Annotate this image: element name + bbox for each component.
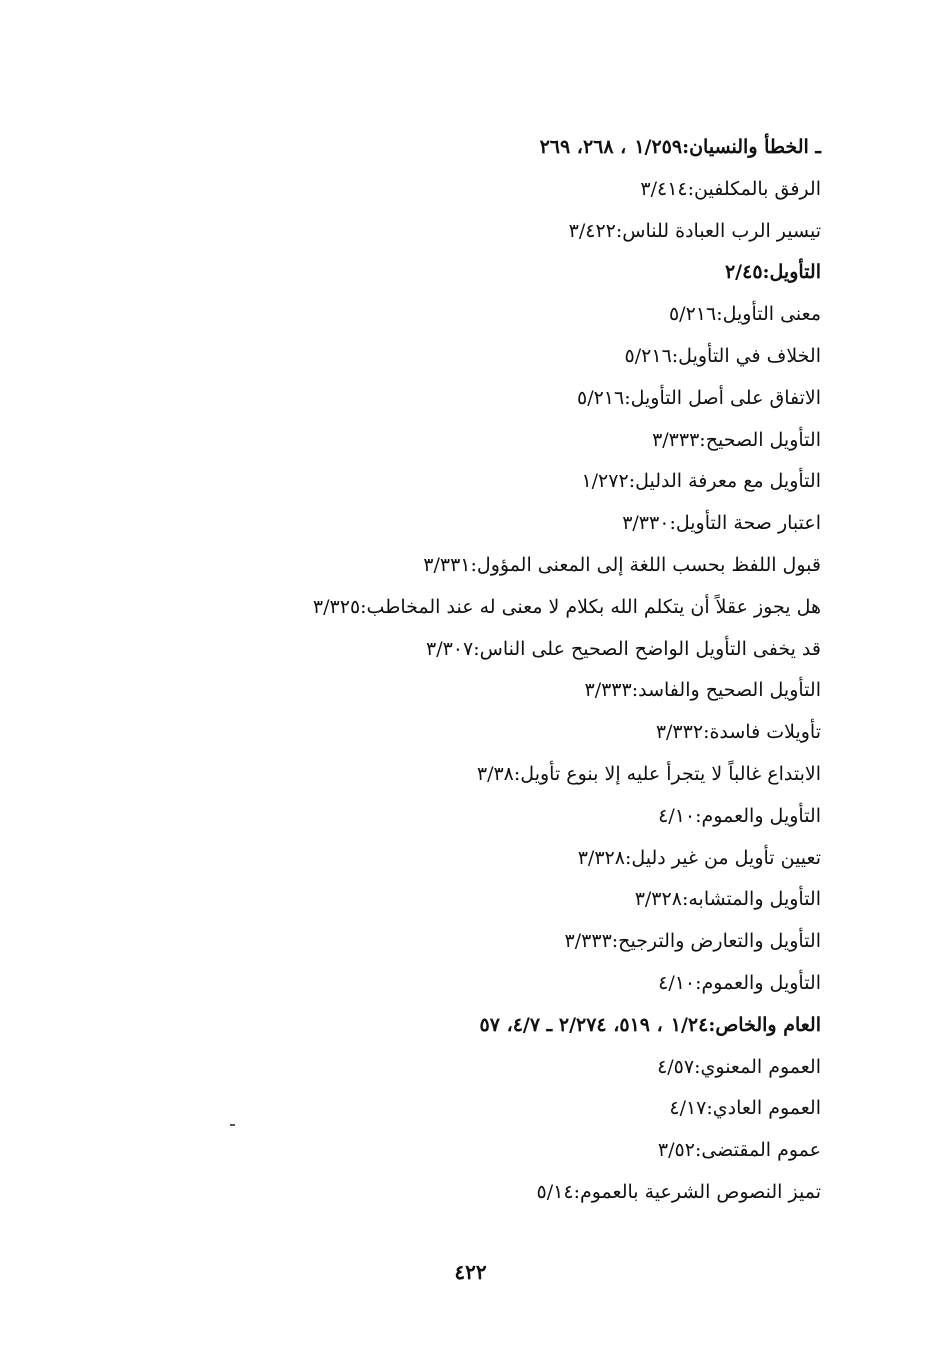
entry-page-refs: ٤/١٠ bbox=[658, 804, 696, 827]
index-entry bbox=[101, 1088, 821, 1130]
entry-page-refs: ٣/٤١٤ bbox=[640, 177, 688, 200]
entry-page-refs: ٣/٣٣٠ bbox=[622, 512, 670, 535]
entry-page-refs: ٥/١٤ bbox=[536, 1180, 574, 1203]
entry-page-refs: ٣/٣٨ bbox=[476, 762, 514, 785]
entry-page-refs: ٣/٣٠٧ bbox=[426, 637, 474, 660]
entry-term: عموم المقتضى: bbox=[694, 1139, 821, 1162]
entry-term: ـ الخطأ والنسيان: bbox=[682, 136, 821, 158]
index-entry bbox=[101, 1005, 821, 1047]
entry-spacer bbox=[529, 1181, 537, 1203]
index-entry bbox=[101, 545, 821, 587]
entry-spacer bbox=[644, 429, 652, 451]
index-entry bbox=[101, 712, 821, 754]
entry-spacer bbox=[649, 1056, 657, 1078]
entry-page-refs: ٤/٥٧ bbox=[657, 1055, 695, 1078]
entry-term: قد يخفى التأويل الواضح الصحيح على الناس: bbox=[473, 637, 821, 660]
entry-term: التأويل والعموم: bbox=[695, 971, 821, 994]
entry-term: العموم المعنوي: bbox=[694, 1055, 821, 1078]
entry-term: التأويل والمتشابه: bbox=[681, 888, 821, 911]
index-entry bbox=[101, 503, 821, 545]
index-entry bbox=[101, 1047, 821, 1089]
entry-page-refs: ٣/٣٣٣ bbox=[564, 930, 612, 953]
entry-spacer bbox=[469, 763, 477, 785]
index-entries-list bbox=[101, 127, 821, 1214]
entry-term: التأويل والتعارض والترجيح: bbox=[611, 930, 821, 953]
entry-page-refs: ٤/١٠ bbox=[658, 971, 696, 994]
entry-page-refs: ١/٢٤، ٥١٩، ٢/٢٧٤ ـ ٤/٧، ٥٧ bbox=[479, 1013, 709, 1036]
index-entry bbox=[101, 754, 821, 796]
entry-term: اعتبار صحة التأويل: bbox=[669, 512, 821, 535]
index-entry bbox=[101, 838, 821, 880]
index-entry bbox=[101, 211, 821, 253]
entry-page-refs: ١/٢٥٩، ٢٦٨، ٢٦٩ bbox=[539, 136, 683, 158]
entry-spacer bbox=[661, 303, 669, 325]
index-entry bbox=[101, 963, 821, 1005]
entry-spacer bbox=[569, 387, 577, 409]
entry-spacer bbox=[650, 1139, 658, 1161]
entry-page-refs: ٣/٥٢ bbox=[657, 1139, 695, 1162]
entry-spacer bbox=[627, 888, 635, 910]
entry-term: التأويل والعموم: bbox=[695, 804, 821, 827]
index-entry bbox=[101, 921, 821, 963]
index-entry bbox=[101, 127, 821, 169]
index-entry bbox=[101, 796, 821, 838]
entry-page-refs: ١/٢٧٢ bbox=[581, 470, 629, 493]
entry-term: التأويل مع معرفة الدليل: bbox=[628, 470, 821, 493]
index-entry bbox=[101, 169, 821, 211]
entry-term: التأويل الصحيح: bbox=[699, 428, 821, 451]
entry-term: هل يجوز عقلاً أن يتكلم الله بكلام لا معنى له عند المخاطب: bbox=[360, 595, 821, 618]
entry-page-refs: ٣/٣٣٣ bbox=[652, 428, 700, 451]
entry-spacer bbox=[717, 261, 725, 283]
entry-page-refs: ٣/٤٢٢ bbox=[568, 219, 616, 242]
index-entry bbox=[101, 336, 821, 378]
entry-term: تيسير الرب العبادة للناس: bbox=[615, 219, 821, 242]
entry-spacer bbox=[557, 930, 565, 952]
entry-page-refs: ٣/٣٢٥ bbox=[312, 595, 361, 618]
index-entry bbox=[101, 294, 821, 336]
index-entry bbox=[101, 1130, 821, 1172]
entry-spacer bbox=[650, 972, 658, 994]
entry-term: الابتداع غالباً لا يتجرأ عليه إلا بنوع تأويل: bbox=[513, 762, 821, 785]
entry-spacer bbox=[561, 220, 569, 242]
entry-term: العام والخاص: bbox=[708, 1013, 821, 1036]
entry-page-refs: ٣/٣٣٣ bbox=[584, 679, 632, 702]
entry-spacer bbox=[418, 638, 426, 660]
entry-page-refs: ٣/٣٣١ bbox=[423, 553, 471, 576]
entry-page-refs: ٥/٢١٦ bbox=[576, 386, 625, 409]
entry-spacer bbox=[614, 512, 622, 534]
index-entry bbox=[101, 252, 821, 294]
page-number: ٤٢٢ bbox=[454, 1260, 487, 1284]
entry-term: التأويل الصحيح والفاسد: bbox=[631, 679, 821, 702]
entry-spacer bbox=[570, 847, 578, 869]
entry-term: تميز النصوص الشرعية بالعموم: bbox=[573, 1180, 821, 1203]
entry-term: تعيين تأويل من غير دليل: bbox=[624, 846, 821, 869]
entry-page-refs: ٤/١٧ bbox=[669, 1097, 707, 1120]
index-entry bbox=[101, 670, 821, 712]
entry-spacer bbox=[663, 1014, 671, 1036]
entry-spacer bbox=[648, 721, 656, 743]
entry-spacer bbox=[305, 596, 313, 618]
entry-page-refs: ٥/٢١٦ bbox=[624, 344, 672, 367]
index-entry bbox=[101, 420, 821, 462]
entry-spacer bbox=[650, 805, 658, 827]
index-entry bbox=[101, 879, 821, 921]
entry-page-refs: ٢/٤٥ bbox=[724, 261, 763, 284]
index-entry bbox=[101, 461, 821, 503]
entry-term: التأويل: bbox=[762, 261, 821, 284]
index-entry bbox=[101, 629, 821, 671]
entry-term: الخلاف في التأويل: bbox=[671, 344, 821, 367]
index-entry bbox=[101, 587, 821, 629]
index-entry bbox=[101, 378, 821, 420]
entry-page-refs: ٣/٣٢٨ bbox=[634, 888, 682, 911]
entry-term: العموم العادي: bbox=[706, 1097, 821, 1120]
entry-term: الرفق بالمكلفين: bbox=[687, 177, 821, 200]
entry-page-refs: ٣/٣٣٢ bbox=[655, 721, 704, 744]
entry-term: قبول اللفظ بحسب اللغة إلى المعنى المؤول: bbox=[470, 553, 821, 576]
scan-speck bbox=[230, 1124, 235, 1126]
entry-term: تأويلات فاسدة: bbox=[703, 721, 821, 744]
entry-spacer bbox=[617, 345, 625, 367]
index-entry bbox=[101, 1172, 821, 1214]
entry-page-refs: ٥/٢١٦ bbox=[668, 303, 717, 326]
entry-page-refs: ٣/٣٢٨ bbox=[577, 846, 625, 869]
entry-term: معنى التأويل: bbox=[716, 303, 821, 326]
entry-term: الاتفاق على أصل التأويل: bbox=[624, 386, 821, 409]
